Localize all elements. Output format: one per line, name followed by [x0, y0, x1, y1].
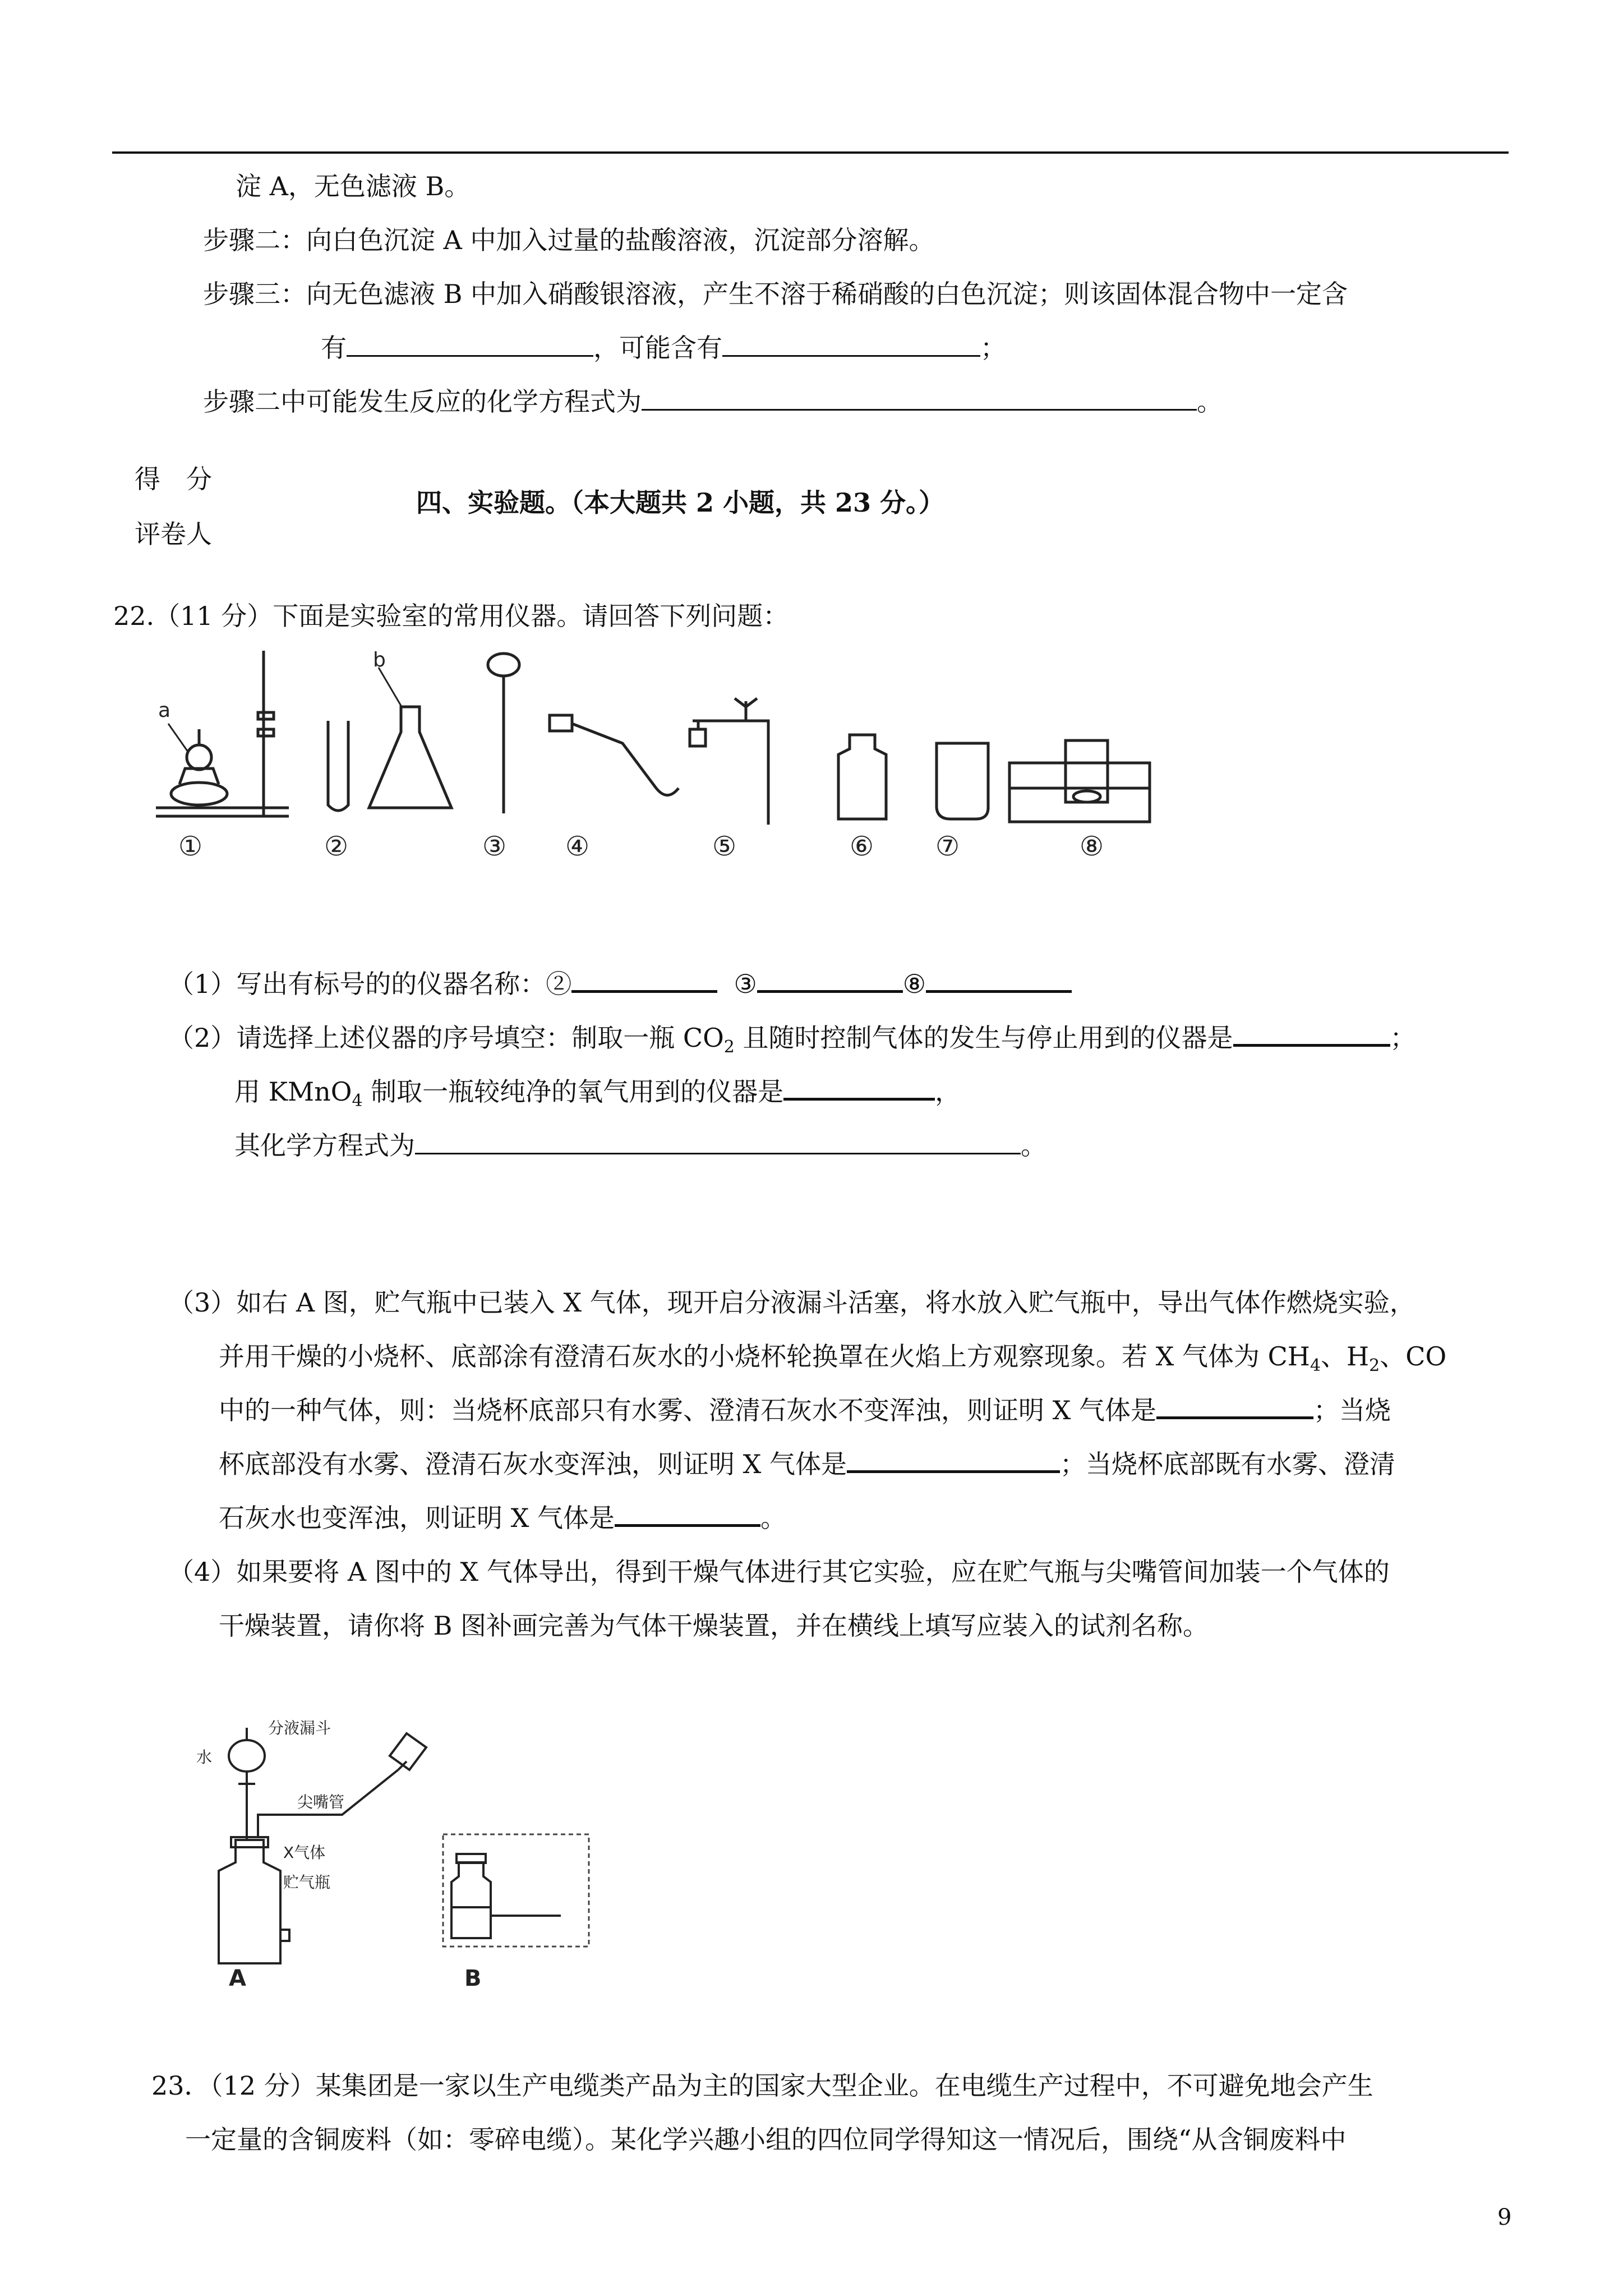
q22-part4-line1: （4）如果要将 A 图中的 X 气体导出，得到干燥气体进行其它实验，应在贮气瓶与尖嘴管间加装一个气体的	[168, 1557, 1390, 1587]
answer-blank[interactable]	[757, 968, 903, 993]
label-gas: X气体	[283, 1843, 326, 1862]
cont-step2: 步骤二：向白色沉淀 A 中加入过量的盐酸溶液，沉淀部分溶解。	[203, 225, 935, 255]
answer-blank[interactable]	[571, 968, 717, 993]
answer-blank[interactable]	[415, 1130, 1021, 1154]
cont-step3-line2: 有 ，可能含有 ；	[321, 333, 1006, 363]
answer-blank[interactable]	[615, 1502, 760, 1527]
label-B: B	[464, 1966, 482, 1991]
q22-part3-line3: 中的一种气体，则：当烧杯底部只有水雾、澄清石灰水不变浑浊，则证明 X 气体是 ；当烧	[219, 1395, 1391, 1425]
fig-label-1: ①	[178, 831, 203, 862]
label-water: 水	[196, 1748, 213, 1766]
q22-part2-line3: 其化学方程式为 。	[234, 1130, 1046, 1161]
answer-blank[interactable]	[847, 1448, 1060, 1473]
label-funnel: 分液漏斗	[268, 1719, 331, 1737]
answer-blank[interactable]	[1233, 1022, 1390, 1047]
label-a: a	[158, 699, 171, 722]
cont-line1: 淀 A，无色滤液 B。	[236, 171, 471, 201]
answer-blank[interactable]	[1156, 1394, 1313, 1419]
answer-blank[interactable]	[926, 968, 1072, 993]
fig-label-2: ②	[324, 831, 349, 862]
fig-label-8: ⑧	[1080, 831, 1104, 862]
fig-label-3: ③	[482, 831, 507, 862]
fig-label-7: ⑦	[935, 831, 960, 862]
answer-blank[interactable]	[722, 333, 980, 357]
figure-a-b	[185, 1717, 623, 1991]
fig-label-5: ⑤	[712, 831, 737, 862]
fig-label-4: ④	[565, 831, 590, 862]
cont-step3: 步骤三：向无色滤液 B 中加入硝酸银溶液，产生不溶于稀硝酸的白色沉淀；则该固体混合物中一定含	[203, 279, 1348, 309]
page-number: 9	[1497, 2205, 1512, 2230]
header-rule	[112, 151, 1509, 154]
apparatus-figure	[151, 645, 1161, 881]
q22-part1: （1）写出有标号的的仪器名称：② ③ ⑧	[168, 964, 1072, 1001]
q23-line2: 一定量的含铜废料（如：零碎电缆）。某化学兴趣小组的四位同学得知这一情况后，围绕“从含铜废料中	[185, 2124, 1347, 2155]
fig-label-6: ⑥	[850, 831, 874, 862]
q22-part3-line2: 并用干燥的小烧杯、底部涂有澄清石灰水的小烧杯轮换罩在火焰上方观察现象。若 X 气体为 $CH_4$、$H_2$、CO	[219, 1341, 1447, 1376]
cont-equation: 步骤二中可能发生反应的化学方程式为 。	[203, 386, 1223, 417]
answer-blank[interactable]	[783, 1075, 935, 1101]
q22-part2-line2: 用 KMnO$_4$ 制取一瓶较纯净的氧气用到的仪器是 ，	[234, 1076, 961, 1111]
answer-blank[interactable]	[347, 333, 593, 357]
label-bottle: 贮气瓶	[283, 1873, 331, 1892]
section-title: 四、实验题。（本大题共 2 小题，共 23 分。）	[416, 487, 945, 518]
label-A: A	[229, 1966, 246, 1991]
q22-part3-line5: 石灰水也变浑浊，则证明 X 气体是 。	[219, 1503, 786, 1533]
q22-part3-line1: （3）如右 A 图，贮气瓶中已装入 X 气体，现开启分液漏斗活塞，将水放入贮气瓶中，导出气体作燃烧实验，	[168, 1287, 1415, 1318]
label-nozzle: 尖嘴管	[297, 1793, 345, 1811]
q22-intro: 22.（11 分）下面是实验室的常用仪器。请回答下列问题：	[113, 601, 789, 631]
grader-label: 评卷人	[135, 519, 212, 549]
answer-blank[interactable]	[642, 386, 1197, 411]
q22-part4-line2: 干燥装置，请你将 B 图补画完善为气体干燥装置，并在横线上填写应装入的试剂名称。	[219, 1611, 1209, 1641]
q22-part3-line4: 杯底部没有水雾、澄清石灰水变浑浊，则证明 X 气体是 ；当烧杯底部既有水雾、澄清	[219, 1449, 1395, 1479]
q23-line1: 23．（12 分）某集团是一家以生产电缆类产品为主的国家大型企业。在电缆生产过程中，不可避免地会产生	[151, 2070, 1373, 2101]
score-label: 得 分	[135, 464, 212, 494]
label-b: b	[373, 648, 386, 671]
q22-part2: （2）请选择上述仪器的序号填空：制取一瓶 $CO_2$ 且随时控制气体的发生与停止用到的仪器是 ；	[168, 1023, 1416, 1057]
